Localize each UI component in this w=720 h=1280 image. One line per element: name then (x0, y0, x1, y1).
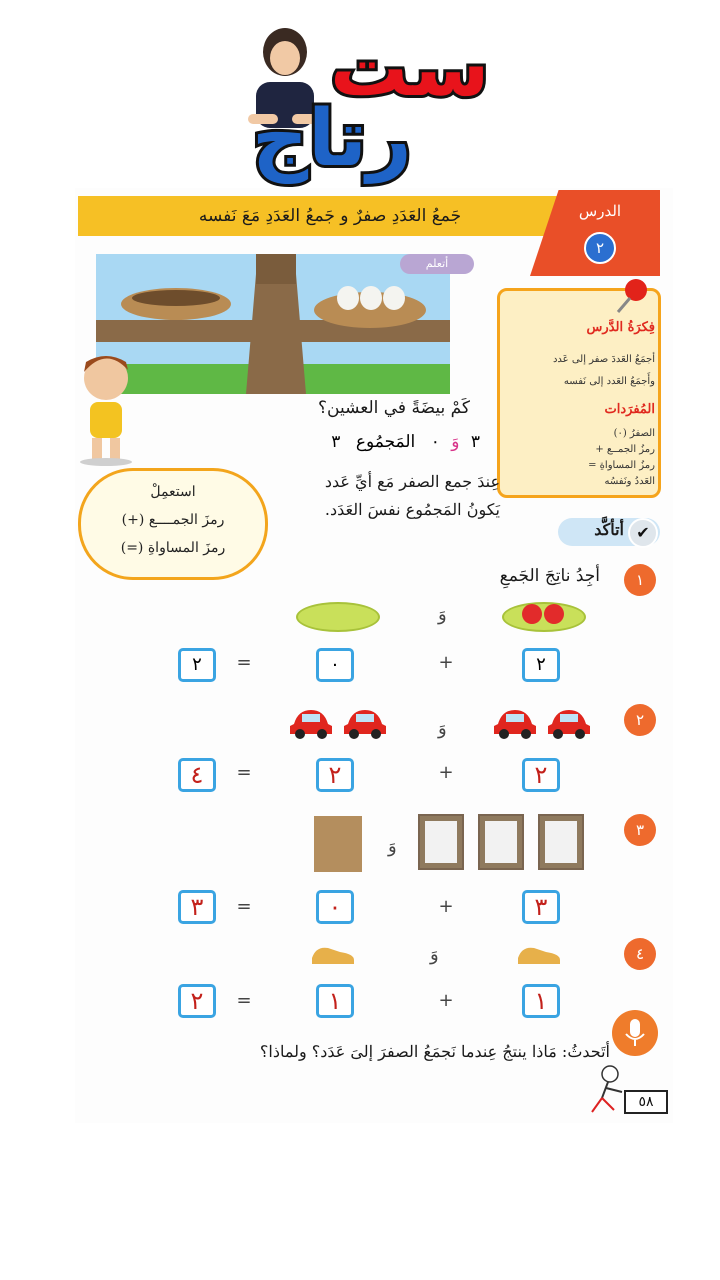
and-word: وَ (430, 944, 439, 965)
plus-sign: + (438, 896, 454, 917)
eq-b: ٠ (430, 432, 440, 452)
vocab-item: الصفرُ (٠) (613, 428, 655, 439)
addend-box: ٠ (316, 648, 354, 682)
equals-sign: = (236, 652, 252, 673)
sum-box: ٢ (178, 984, 216, 1018)
addend-box: ١ (316, 984, 354, 1018)
and-word: وَ (438, 718, 447, 739)
check-icon: ✔ (628, 518, 658, 548)
addend-box: ٢ (522, 758, 560, 792)
check-label: أتأكَّد (594, 520, 624, 539)
eq-sum: ٣ (331, 432, 341, 452)
car-icon (342, 704, 388, 740)
exercise-title: أجِدُ ناتِجَ الجَمعِ (499, 566, 600, 586)
mic-glyph-icon (612, 1010, 658, 1056)
eq-waw: وَ (451, 432, 460, 452)
cloud-line: رمزَ المساواةِ (=) (120, 540, 226, 556)
logo-bottom-word: رتاج (252, 94, 412, 184)
plus-sign: + (438, 990, 454, 1011)
learn-equation (290, 432, 480, 458)
eq-sum-word: المَجمُوع (355, 432, 416, 452)
lesson-word: الدرس (578, 202, 622, 220)
and-word: وَ (438, 604, 447, 625)
empty-plate-icon (296, 602, 380, 632)
car-icon (288, 704, 334, 740)
learn-question: كَمْ بيضَةً في العشين؟ (318, 398, 470, 418)
empty-card-icon (314, 816, 362, 872)
and-word: وَ (388, 836, 397, 857)
equals-sign: = (236, 762, 252, 783)
plus-sign: + (438, 652, 454, 673)
shoe-icon (310, 942, 356, 966)
problem-number: ٣ (624, 814, 656, 846)
sum-box: ٤ (178, 758, 216, 792)
rule-line-1: عِندَ جمع الصفر مَع أيِّ عَدد (324, 472, 500, 491)
boy-character-icon (76, 350, 138, 466)
tree-nests-icon (96, 254, 450, 394)
eq-a: ٣ (470, 432, 480, 452)
idea-line: وأَجمَعُ العَدد إلى نَفسه (563, 376, 655, 387)
car-icon (492, 704, 538, 740)
nest-illustration (96, 254, 450, 394)
lesson-number: ٢ (584, 232, 616, 264)
picture-card-icon (538, 814, 584, 870)
vocab-item: رمزُ الجمــع + (595, 444, 655, 455)
talk-prompt: أتَحدثُ: مَاذا ينتجُ عِندما نَجمَعُ الصفرَ إلىَ عَدَد؟ ولماذا؟ (259, 1042, 610, 1061)
addend-box: ٢ (522, 648, 560, 682)
lesson-title: جَمعُ العَدَدِ صفرٌ و جَمعُ العَدَدِ مَعَ نَفسه (198, 206, 462, 226)
shoe-icon (516, 942, 562, 966)
problem-number: ٢ (624, 704, 656, 736)
picture-card-icon (478, 814, 524, 870)
cloud-line: رمزَ الجمــــع (+) (121, 512, 225, 528)
apple-icon (544, 604, 564, 624)
apple-icon (522, 604, 542, 624)
addend-box: ٠ (316, 890, 354, 924)
equals-sign: = (236, 896, 252, 917)
sum-box: ٢ (178, 648, 216, 682)
vocab-item: رمزُ المساواةِ = (588, 460, 655, 471)
addend-box: ٢ (316, 758, 354, 792)
logo-top-word: ست (330, 24, 490, 114)
microphone-icon (612, 1010, 658, 1056)
learn-tag: أتعلم (400, 254, 474, 274)
problem-number: ٤ (624, 938, 656, 970)
vocab-title: المُفرَدات (604, 402, 655, 417)
sum-box: ٣ (178, 890, 216, 924)
car-icon (546, 704, 592, 740)
vocab-item: العَددُ ونَفسُه (604, 476, 655, 487)
running-kid-icon (586, 1064, 626, 1116)
addend-box: ٣ (522, 890, 560, 924)
picture-card-icon (418, 814, 464, 870)
addend-box: ١ (522, 984, 560, 1018)
problem-number: ١ (624, 564, 656, 596)
equals-sign: = (236, 990, 252, 1011)
cloud-line: استعمِلْ (150, 484, 196, 500)
idea-title: فِكرَةُ الدَّرس (586, 320, 655, 335)
rule-line-2: يَكونُ المَجمُوع نفسَ العَدَد. (324, 500, 500, 519)
pushpin-icon (612, 276, 652, 316)
idea-line: أجمَعُ العَددَ صفر إلى عَدد (552, 354, 655, 365)
plus-sign: + (438, 762, 454, 783)
page-number: ٥٨ (624, 1090, 668, 1114)
